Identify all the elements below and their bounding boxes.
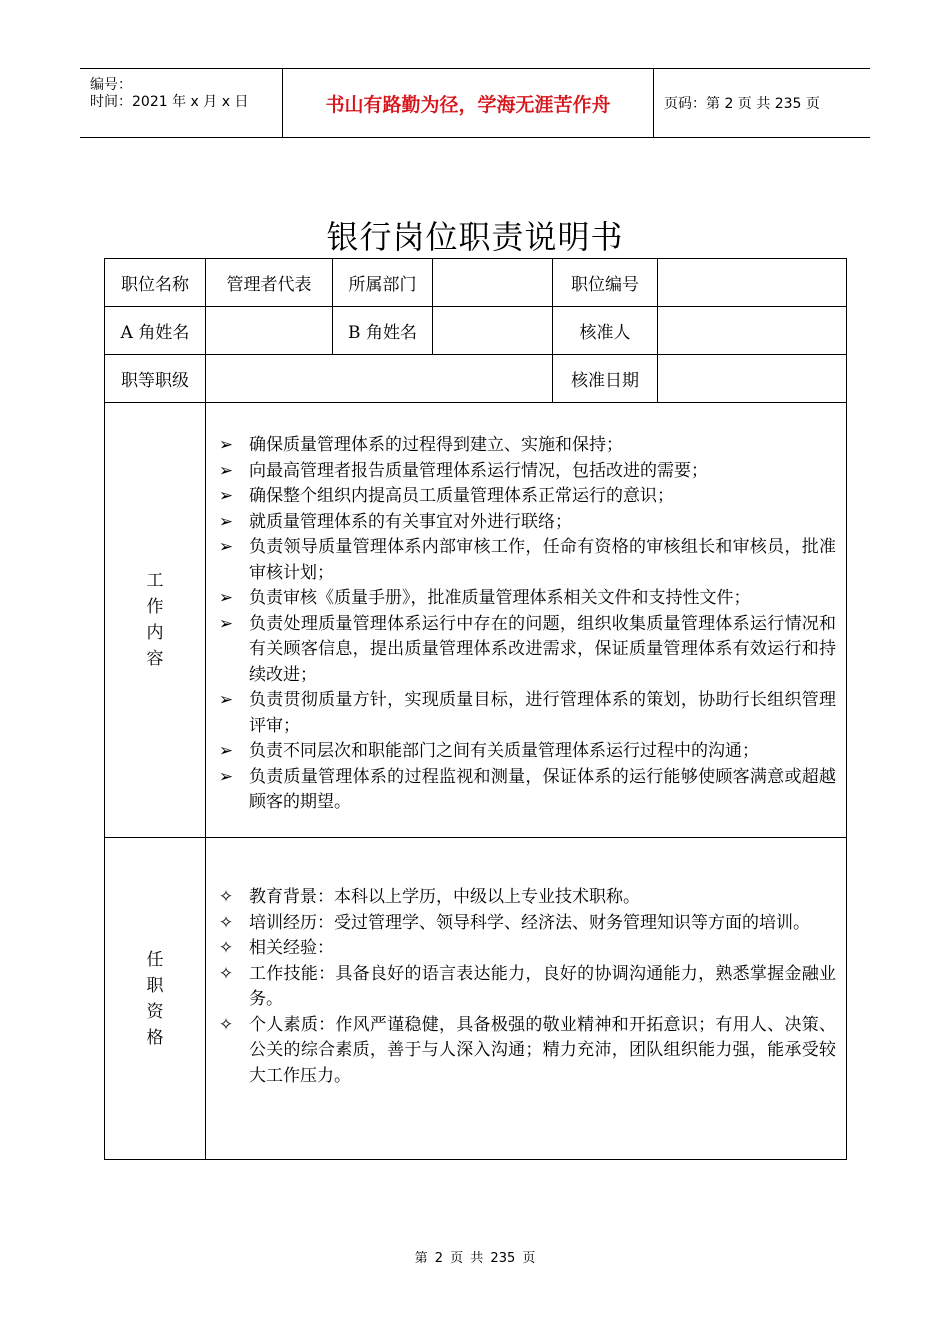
star-bullet-icon: ✧ [218,1014,234,1035]
arrow-bullet-icon: ➢ [218,690,234,710]
table-row [105,403,847,838]
position-name-value: 管理者代表 [206,259,333,307]
list-item: ➢ 就质量管理体系的有关事宜对外进行联络； [206,510,846,536]
qualification-list [206,885,846,1089]
header-motto: 书山有路勤为径，学海无涯苦作舟 [325,93,611,116]
list-item: ✧ 相关经验： [206,936,846,962]
list-item: ➢ 负责质量管理体系的过程监视和测量，保证体系的运行能够使顾客满意或超越顾客的期望。 [206,765,846,816]
arrow-bullet-icon: ➢ [218,511,234,532]
header-motto-box [282,69,654,137]
table-row [105,307,847,355]
list-item: ➢ 确保质量管理体系的过程得到建立、实施和保持； [206,433,846,459]
a-role-name-value [206,307,333,355]
list-item: ➢ 负责处理质量管理体系运行中存在的问题，组织收集质量管理体系运行情况和有关顾客信息，提出质量管理体系改进需求，保证质量管理体系有效运行和持续改进； [206,612,846,689]
b-role-name-value [433,307,553,355]
table-row [105,355,847,403]
list-item: ➢ 负责领导质量管理体系内部审核工作，任命有资格的审核组长和审核员，批准审核计划； [206,535,846,586]
star-bullet-icon: ✧ [218,887,234,907]
table-row [105,259,847,307]
arrow-bullet-icon: ➢ [218,766,234,787]
approval-date-label: 核准日期 [553,355,658,403]
work-content [206,403,847,838]
list-item: ✧ 工作技能：具备良好的语言表达能力，良好的协调沟通能力，熟悉掌握金融业务。 [206,962,846,1013]
list-item: ✧ 教育背景：本科以上学历，中级以上专业技术职称。 [206,885,846,911]
document-title: 银行岗位职责说明书 [326,218,624,256]
work-content-list [206,433,846,816]
list-item: ➢ 向最高管理者报告质量管理体系运行情况，包括改进的需要； [206,459,846,485]
header-time-label: 时间：2021 年 x 月 x 日 [90,94,249,110]
department-label: 所属部门 [333,259,433,307]
table-row [105,838,847,1160]
qualification-content [206,838,847,1160]
list-item: ➢ 负责不同层次和职能部门之间有关质量管理体系运行过程中的沟通； [206,739,846,765]
star-bullet-icon: ✧ [218,912,234,933]
position-code-label: 职位编号 [553,259,658,307]
list-item: ✧ 培训经历：受过管理学、领导科学、经济法、财务管理知识等方面的培训。 [206,911,846,937]
list-item: ➢ 确保整个组织内提高员工质量管理体系正常运行的意识； [206,484,846,510]
approval-date-value [658,355,847,403]
list-item: ➢ 负责审核《质量手册》，批准质量管理体系相关文件和支持性文件； [206,586,846,612]
qualification-label: 任 职 资 格 [105,838,206,1160]
grade-value [206,355,553,403]
job-description-table [104,258,847,1160]
approver-value [658,307,847,355]
list-item: ➢ 负责贯彻质量方针，实现质量目标，进行管理体系的策划，协助行长组织管理评审； [206,688,846,739]
department-value [433,259,553,307]
arrow-bullet-icon: ➢ [218,588,234,608]
arrow-bullet-icon: ➢ [218,435,234,455]
arrow-bullet-icon: ➢ [218,613,234,634]
position-name-label: 职位名称 [105,259,206,307]
page-header [80,68,870,138]
arrow-bullet-icon: ➢ [218,741,234,761]
arrow-bullet-icon: ➢ [218,460,234,481]
list-item: ✧ 个人素质：作风严谨稳健，具备极强的敬业精神和开拓意识；有用人、决策、公关的综合素质，善于与人深入沟通；精力充沛，团队组织能力强，能承受较大工作压力。 [206,1013,846,1090]
header-page-info: 页码：第 2 页 共 235 页 [664,96,820,112]
header-meta [80,69,282,137]
arrow-bullet-icon: ➢ [218,537,234,557]
a-role-name-label: A 角姓名 [105,307,206,355]
position-code-value [658,259,847,307]
star-bullet-icon: ✧ [218,938,234,958]
page-footer: 第 2 页 共 235 页 [414,1251,536,1266]
approver-label: 核准人 [553,307,658,355]
star-bullet-icon: ✧ [218,963,234,984]
arrow-bullet-icon: ➢ [218,486,234,506]
work-content-label: 工 作 内 容 [105,403,206,838]
b-role-name-label: B 角姓名 [333,307,433,355]
grade-label: 职等职级 [105,355,206,403]
header-number-label: 编号： [90,77,132,93]
